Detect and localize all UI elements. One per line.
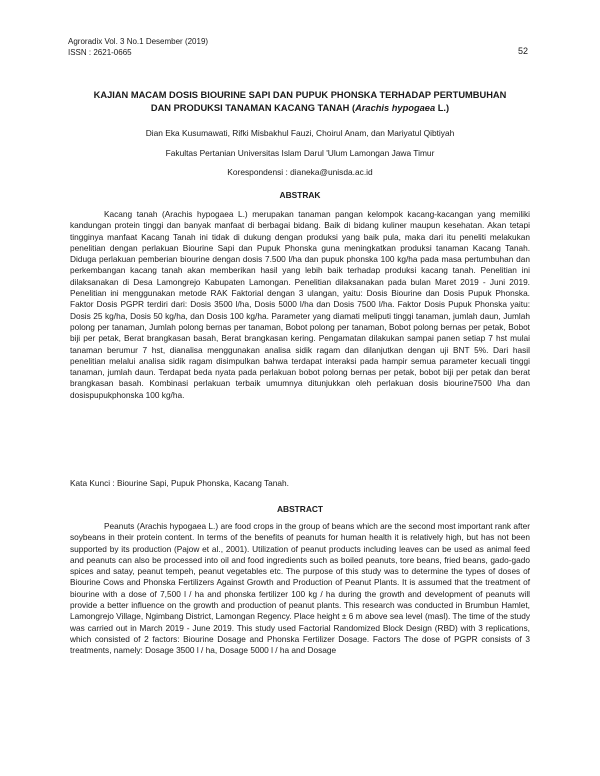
title-species: Arachis hypogaea	[355, 102, 436, 113]
paper-title	[60, 89, 540, 114]
abstract-heading: ABSTRACT	[276, 504, 324, 514]
abstrak-body: Kacang tanah (Arachis hypogaea L.) merupakan tanaman pangan kelompok kacang-kacangan yang memiliki kandungan protein tinggi dan banyak manfaat di berbagai bidang. Baik di bidang kuliner maupun kesehatan. Akan tetapi tingginya manfaat Kacang Tanah ini tidak di dukung dengan produksi yang baik pula, maka dari itu peneliti melakukan penelitian dengan perlakuan Biourine Sapi dan Pupuk Phonska guna meningkatkan produksi tanaman Kacang Tanah. Diduga perlakuan pemberian biourine dengan dosis 7.500 l/ha dan pupuk phonska 100 kg/ha pada masa pertumbuhan dan perkembangan kacang tanah akan memberikan hasil yang lebih baik terhadap produksi kacang tanah. Penelitian ini dilaksanakan di Desa Lamongrejo Kabupaten Lamongan. Penelitian dilaksanakan pada bulan Maret 2019 - Juni 2019. Penelitian ini menggunakan metode RAK Faktorial dengan 3 ulangan, yaitu: Dosis Biourine dan Dosis Pupuk Phonska. Faktor Dosis PGPR terdiri dari: Dosis 3500 l/ha, Dosis 5000 l/ha dan Dosis 7500 l/ha. Faktor Dosis Pupuk Phonska yaitu: Dosis 25 kg/ha, Dosis 50 kg/ha, dan Dosis 100 kg/ha. Parameter yang diamati meliputi tinggi tanaman, jumlah daun, Jumlah polong per tanaman, Jumlah polong bernas per tanaman, Bobot polong per tanaman, Bobot polong bernas per petak, Bobot biji per petak, Berat brangkasan basah, Berat brangkasan kering. Pengamatan dilakukan sampai panen setiap 7 hst mulai tanaman berumur 7 hst, dianalisa menggunakan analisa sidik ragam dan dilanjutkan dengan uji BNT 5%. Dari hasil penelitian melalui analisa sidik ragam disimpulkan bahwa terdapat interaksi pada hampir semua parameter kecuali tinggi tanaman, jumlah daun. Terdapat beda nyata pada perlakuan bobot polong bernas per petak, bobot biji per petak dan berat brangkasan basah. Kombinasi perlakuan terbaik umumnya ditunjukkan oleh perlakuan dosis biourine7500 l/ha dan dosispupukphonska 100 kg/ha.	[70, 209, 530, 400]
affiliation: Fakultas Pertanian Universitas Islam Darul 'Ulum Lamongan Jawa Timur	[165, 148, 435, 158]
keywords: Kata Kunci : Biourine Sapi, Pupuk Phonska, Kacang Tanah.	[70, 478, 289, 488]
title-line-2	[60, 102, 540, 115]
correspondence: Korespondensi : dianeka@unisda.ac.id	[227, 167, 373, 177]
page-number: 52	[517, 46, 528, 56]
title-line-2-prefix: DAN PRODUKSI TANAMAN KACANG TANAH (	[150, 102, 356, 113]
issn: ISSN : 2621-0665	[68, 48, 132, 57]
abstrak-heading: ABSTRAK	[279, 190, 321, 200]
abstract-body: Peanuts (Arachis hypogaea L.) are food crops in the group of beans which are the second most important rank after soybeans in their protein content. In terms of the benefits of peanuts for human health it is relatively high, but has not been supported by its production (Pajow et al., 2001). Utilization of peanut products including leaves can be used as animal feed and peanuts can also be processed into oil and food ingredients such as boiled peanuts, tore beans, fried beans, gado-gado spices and satay, peanut tempeh, peanut vegetables etc. The purpose of this study was to determine the types of doses of Biourine Cows and Phonska Fertilizers Against Growth and Production of Peanut Plants. It is assumed that the treatment of biourine with a dose of 7,500 l / ha and phonska fertilizer 100 kg / ha during the growth and development of peanuts will provide a better influence on the growth and production of peanut plants. This research was conducted in Brumbun Hamlet, Lamongrejo Village, Ngimbang District, Lamongan Regency. Place height ± 6 m above sea level (masl). The time of the study was carried out in March 2019 - June 2019. This study used Factorial Randomized Block Design (RBD) with 3 replications, which consisted of 2 factors: Biourine Dosage and Phonska Fertilizer Dosage. Factors The dose of PGPR consists of 3 treatments, namely: Dosage 3500 l / ha, Dosage 5000 l / ha and Dosage	[70, 521, 530, 656]
title-line-2-suffix: L.)	[435, 102, 450, 113]
journal-info: Agroradix Vol. 3 No.1 Desember (2019)	[68, 37, 209, 46]
authors: Dian Eka Kusumawati, Rifki Misbakhul Fauzi, Choirul Anam, dan Mariyatul Qibtiyah	[145, 128, 455, 138]
title-line-1: KAJIAN MACAM DOSIS BIOURINE SAPI DAN PUPUK PHONSKA TERHADAP PERTUMBUHAN	[93, 90, 507, 100]
